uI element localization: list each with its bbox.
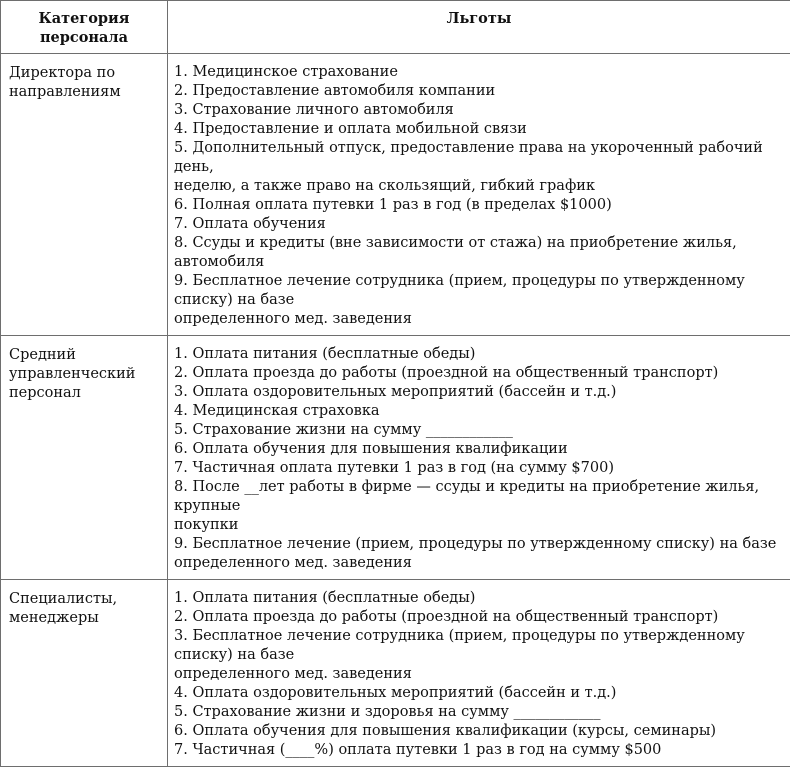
category-line: Специалисты, <box>9 590 159 609</box>
benefit-item: 7. Частичная оплата путевки 1 раз в год (на сумму $700) <box>174 459 784 478</box>
benefit-item: 4. Оплата оздоровительных мероприятий (бассейн и т.д.) <box>174 684 784 703</box>
category-cell <box>1 336 168 580</box>
benefit-item: 5. Дополнительный отпуск, предоставление права на укороченный рабочий день, <box>174 139 784 177</box>
benefits-cell <box>168 54 790 336</box>
benefits-cell <box>168 336 790 580</box>
benefit-item: 1. Медицинское страхование <box>174 63 784 82</box>
category-line: управленческий <box>9 365 159 384</box>
header-benefits-label: Льготы <box>447 10 512 27</box>
category-cell <box>1 54 168 336</box>
header-row <box>1 1 790 54</box>
benefit-item: неделю, а также право на скользящий, гибкий график <box>174 177 784 196</box>
category-cell <box>1 580 168 767</box>
table-row <box>1 580 790 767</box>
table-row <box>1 54 790 336</box>
header-category-line: персонала <box>7 28 161 47</box>
benefit-item: 6. Оплата обучения для повышения квалификации <box>174 440 784 459</box>
benefit-item: 3. Страхование личного автомобиля <box>174 101 784 120</box>
header-category <box>1 1 168 54</box>
benefit-item: 9. Бесплатное лечение сотрудника (прием, процедуры по утвержденному списку) на базе <box>174 272 784 310</box>
benefit-item: 6. Полная оплата путевки 1 раз в год (в пределах $1000) <box>174 196 784 215</box>
header-benefits <box>168 1 790 54</box>
benefit-item: 8. После __лет работы в фирме — ссуды и кредиты на приобретение жилья, крупные <box>174 478 784 516</box>
category-line: Директора по <box>9 64 159 83</box>
benefit-item: 5. Страхование жизни на сумму ____________ <box>174 421 784 440</box>
category-line: Средний <box>9 346 159 365</box>
benefit-item: 7. Оплата обучения <box>174 215 784 234</box>
benefit-item: 8. Ссуды и кредиты (вне зависимости от стажа) на приобретение жилья, автомобиля <box>174 234 784 272</box>
benefit-item: 7. Частичная (____%) оплата путевки 1 раз в год на сумму $500 <box>174 741 784 760</box>
table-row <box>1 336 790 580</box>
benefit-item: 4. Медицинская страховка <box>174 402 784 421</box>
benefit-item: 6. Оплата обучения для повышения квалификации (курсы, семинары) <box>174 722 784 741</box>
benefit-item: 3. Оплата оздоровительных мероприятий (бассейн и т.д.) <box>174 383 784 402</box>
category-line: персонал <box>9 384 159 403</box>
benefit-item: 3. Бесплатное лечение сотрудника (прием, процедуры по утвержденному списку) на базе <box>174 627 784 665</box>
benefit-item: 2. Оплата проезда до работы (проездной на общественный транспорт) <box>174 608 784 627</box>
header-category-line: Категория <box>7 9 161 28</box>
benefit-item: определенного мед. заведения <box>174 665 784 684</box>
benefit-item: покупки <box>174 516 784 535</box>
benefit-item: 2. Оплата проезда до работы (проездной на общественный транспорт) <box>174 364 784 383</box>
benefit-item: 2. Предоставление автомобиля компании <box>174 82 784 101</box>
benefit-item: определенного мед. заведения <box>174 554 784 573</box>
benefit-item: 1. Оплата питания (бесплатные обеды) <box>174 589 784 608</box>
benefit-item: 5. Страхование жизни и здоровья на сумму ____________ <box>174 703 784 722</box>
benefit-item: 9. Бесплатное лечение (прием, процедуры по утвержденному списку) на базе <box>174 535 784 554</box>
benefit-item: 1. Оплата питания (бесплатные обеды) <box>174 345 784 364</box>
benefit-item: определенного мед. заведения <box>174 310 784 329</box>
category-line: направлениям <box>9 83 159 102</box>
category-line: менеджеры <box>9 609 159 628</box>
benefit-item: 4. Предоставление и оплата мобильной связи <box>174 120 784 139</box>
benefits-cell <box>168 580 790 767</box>
